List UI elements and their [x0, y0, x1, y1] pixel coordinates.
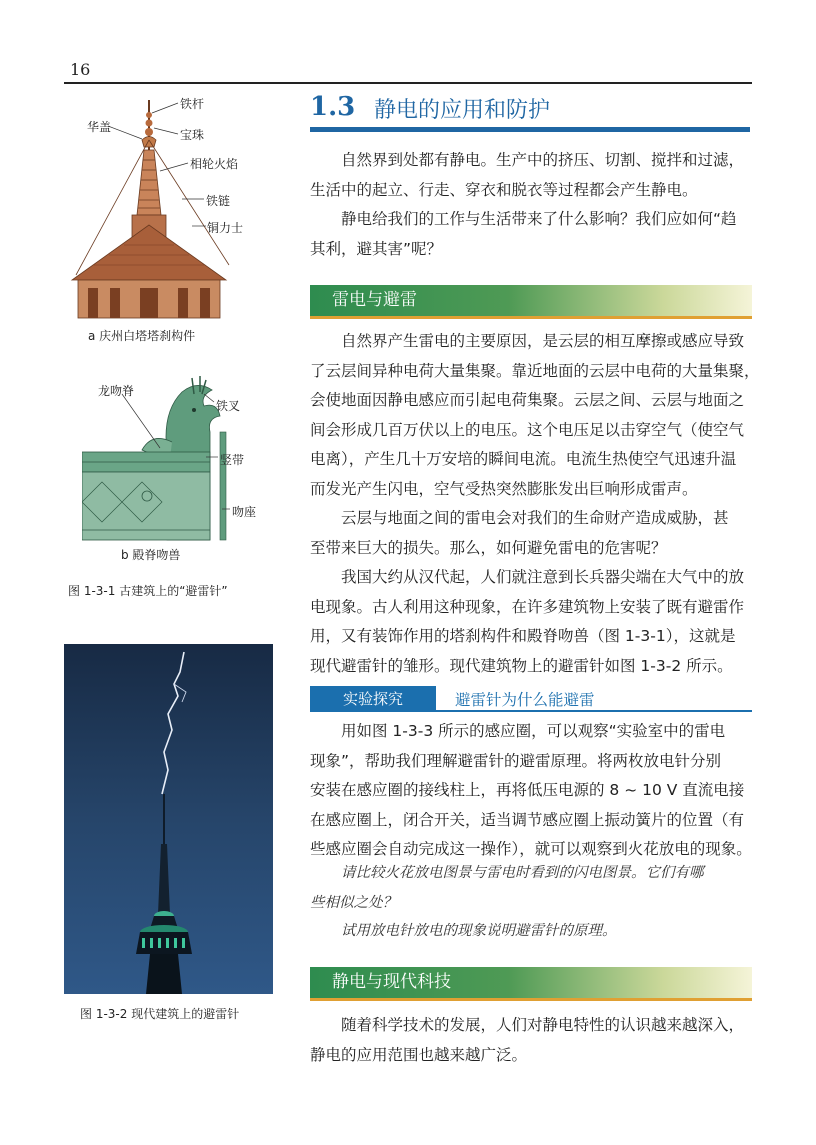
intro-paragraph-1 — [310, 146, 750, 205]
text-line: 生活中的起立、行走、穿衣和脱衣等过程都会产生静电。 — [310, 180, 698, 199]
subsection-heading-underline — [310, 998, 752, 1001]
text-line: 用如图 1-3-3 所示的感应圈，可以观察“实验室中的雷电 — [341, 722, 726, 740]
label-wenzuo: 吻座 — [232, 505, 257, 519]
label-xianglun: 相轮火焰 — [190, 157, 239, 171]
page-number: 16 — [70, 60, 91, 79]
pagoda-leader-lines — [64, 95, 264, 235]
section-title-text: 静电的应用和防护 — [374, 98, 551, 123]
text-line: 静电的应用范围也越来越广泛。 — [310, 1045, 528, 1064]
figure-b-caption: b 殿脊吻兽 — [121, 548, 181, 562]
text-line: 间会形成几百万伏以上的电压。这个电压足以击穿空气（使空气 — [310, 420, 745, 439]
text-line: 我国大约从汉代起，人们就注意到长兵器尖端在大气中的放 — [341, 568, 745, 586]
ridge-beast-leader-lines — [82, 372, 245, 517]
experiment-label: 实验探究 — [310, 686, 436, 712]
figure-a-caption: a 庆州白塔塔刹构件 — [88, 329, 196, 343]
text-line: 现代避雷针的雏形。现代建筑物上的避雷针如图 1-3-2 所示。 — [310, 656, 733, 675]
label-tiecha: 铁叉 — [216, 399, 241, 413]
experiment-question-2 — [310, 917, 750, 947]
text-line: 其利，避其害”呢？ — [310, 239, 443, 258]
text-line: 电离），产生几十万安培的瞬间电流。电流生热使空气迅速升温 — [310, 450, 737, 468]
label-huagai: 华盖 — [87, 120, 112, 134]
intro-paragraph-2 — [310, 205, 750, 264]
text-line: 现象”，帮助我们理解避雷针的避雷原理。将两枚放电针分别 — [310, 751, 722, 770]
label-tielian: 铁链 — [206, 194, 231, 208]
figure-2-caption: 图 1-3-2 现代建筑上的避雷针 — [80, 1007, 240, 1021]
text-line: 至带来巨大的损失。那么，如何避免雷电的危害呢？ — [310, 538, 667, 557]
text-line: 随着科学技术的发展，人们对静电特性的认识越来越深入， — [341, 1016, 745, 1034]
text-line: 在感应圈上，闭合开关，适当调节感应圈上振动簧片的位置（有 — [310, 810, 745, 829]
text-line: 而发光产生闪电，空气受热突然膨胀发出巨响形成雷声。 — [310, 479, 698, 498]
text-line: 请比较火花放电图景与雷电时看到的闪电图景。它们有哪 — [341, 865, 704, 881]
subsection-heading-underline — [310, 316, 752, 319]
technology-paragraph — [310, 1011, 750, 1070]
experiment-question-1 — [310, 859, 750, 918]
section-title-underline — [310, 127, 750, 132]
label-tonglishi: 铜力士 — [207, 221, 244, 235]
text-line: 会使地面因静电感应而引起电荷集聚。云层之间、云层与地面之 — [310, 391, 745, 409]
text-line: 自然界产生雷电的主要原因，是云层的相互摩擦或感应导致 — [341, 332, 745, 350]
lightning-paragraph-1 — [310, 327, 760, 504]
text-line: 自然界到处都有静电。生产中的挤压、切割、搅拌和过滤， — [341, 151, 745, 169]
text-line: 安装在感应圈的接线柱上，再将低压电源的 8 ~ 10 V 直流电接 — [310, 781, 745, 799]
text-line: 些相似之处？ — [310, 894, 397, 911]
text-line: 云层与地面之间的雷电会对我们的生命财产造成威胁，甚 — [341, 509, 729, 527]
experiment-title: 避雷针为什么能避雷 — [455, 691, 595, 709]
tower-lightning-photo — [64, 644, 273, 994]
label-longwenji: 龙吻脊 — [98, 384, 135, 398]
label-baozhu: 宝珠 — [180, 128, 205, 142]
experiment-paragraph — [310, 717, 750, 865]
header-rule — [64, 82, 752, 84]
section-title — [310, 92, 750, 128]
text-line: 试用放电针放电的现象说明避雷针的原理。 — [341, 923, 617, 939]
label-tiegan: 铁杆 — [180, 97, 205, 111]
lightning-paragraph-3 — [310, 563, 750, 681]
label-shudai: 竖带 — [220, 453, 245, 467]
lightning-paragraph-2 — [310, 504, 750, 563]
experiment-rule — [436, 710, 752, 712]
text-line: 静电给我们的工作与生活带来了什么影响？我们应如何“趋 — [341, 210, 737, 228]
subsection-heading-lightning: 雷电与避雷 — [310, 285, 752, 316]
figure-1-caption: 图 1-3-1 古建筑上的“避雷针” — [68, 584, 228, 598]
section-number: 1.3 — [310, 92, 356, 122]
subsection-heading-technology: 静电与现代科技 — [310, 967, 752, 998]
text-line: 了云层间异种电荷大量集聚。靠近地面的云层中电荷的大量集聚， — [310, 361, 760, 380]
text-line: 电现象。古人利用这种现象，在许多建筑物上安装了既有避雷作 — [310, 597, 745, 616]
text-line: 些感应圈会自动完成这一操作），就可以观察到火花放电的现象。 — [310, 840, 752, 858]
text-line: 用，又有装饰作用的塔刹构件和殿脊吻兽（图 1-3-1），这就是 — [310, 627, 736, 645]
